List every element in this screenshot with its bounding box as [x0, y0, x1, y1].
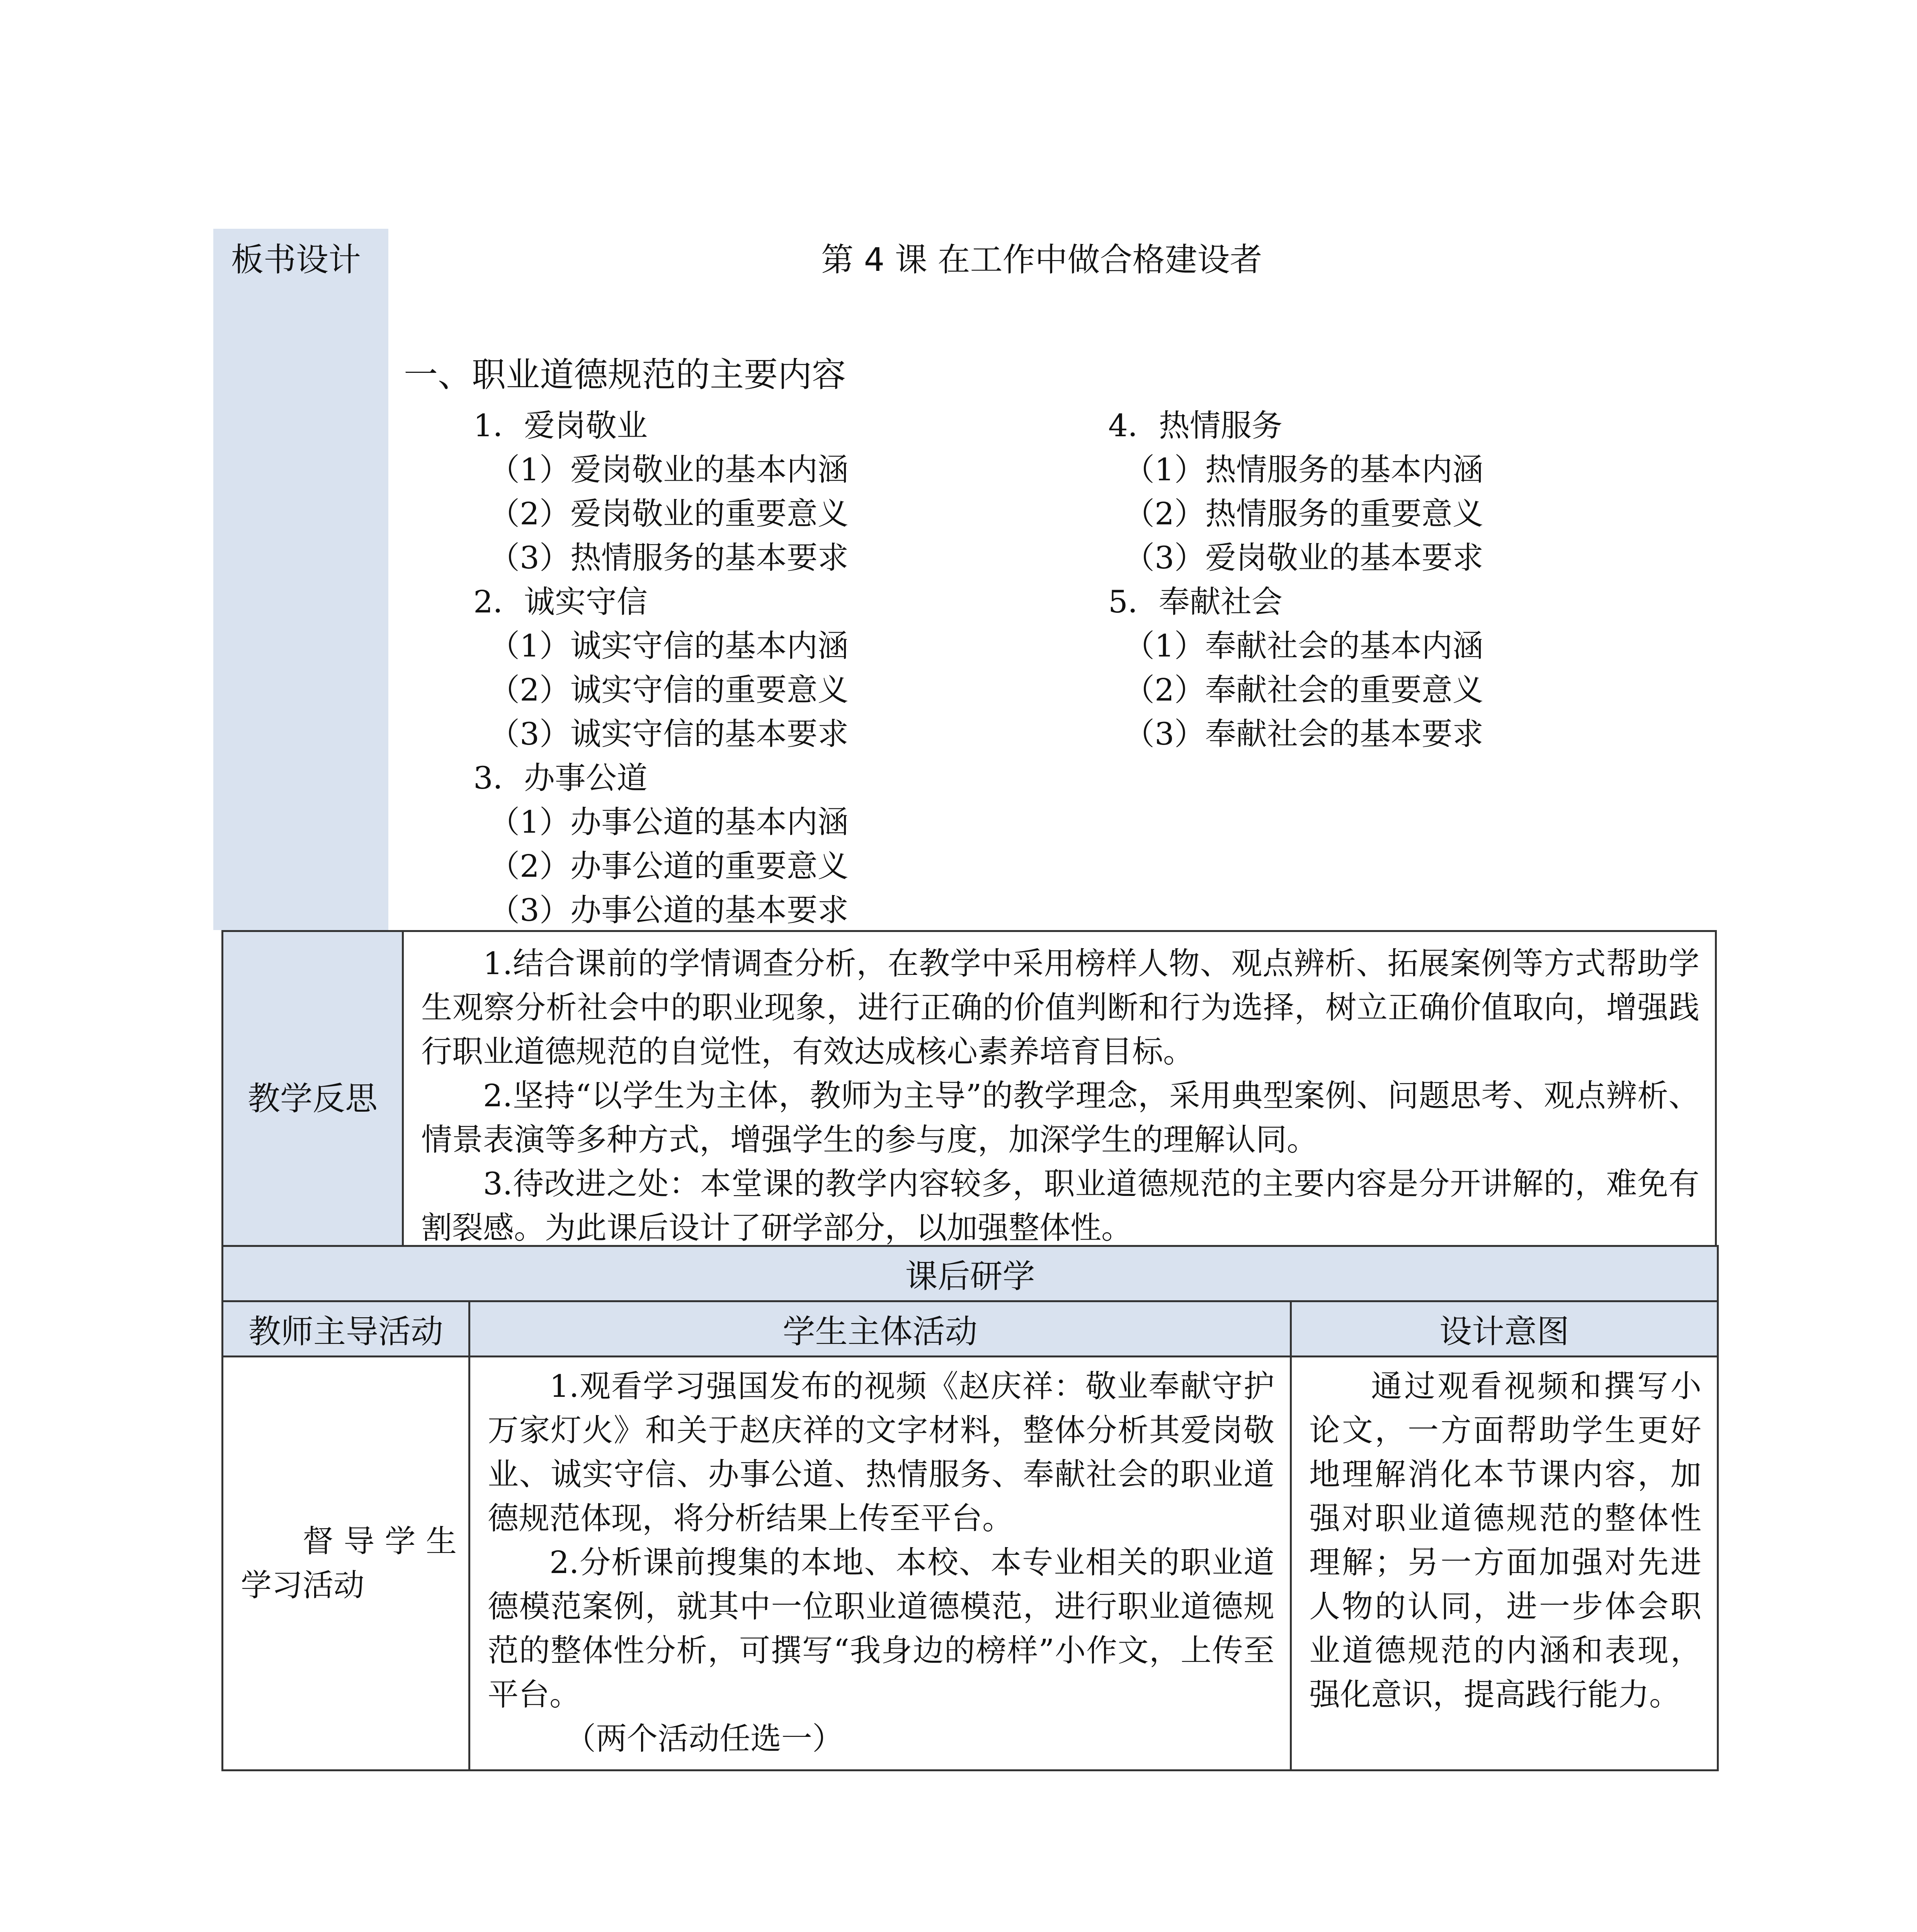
outline-item: （3）办事公道的基本要求	[489, 892, 849, 928]
student-activity-note: （两个活动任选一）	[565, 1721, 843, 1757]
outline-item: （3）奉献社会的基本要求	[1124, 716, 1483, 752]
outline-left-column	[473, 404, 849, 932]
outline-item: （3）诚实守信的基本要求	[489, 716, 849, 752]
outline-item: （3）热情服务的基本要求	[489, 540, 849, 576]
reflection-row	[223, 931, 1716, 1261]
research-header-row	[223, 1301, 1718, 1357]
outline-item: （1）办事公道的基本内涵	[489, 804, 849, 840]
outline-item: （2）奉献社会的重要意义	[1124, 672, 1483, 708]
reflection-paragraph: 1.结合课前的学情调查分析，在教学中采用榜样人物、观点辨析、拓展案例等方式帮助学生观察分析社会中的职业现象，进行正确的价值判断和行为选择，树立正确价值取向，增强践行职业道德规范的自觉性，有效达成核心素养培育目标。	[421, 946, 1699, 1070]
reflection-label: 教学反思	[223, 931, 403, 1261]
outline-item: （1）奉献社会的基本内涵	[1124, 628, 1483, 664]
outline-item: （3）爱岗敬业的基本要求	[1124, 540, 1483, 576]
outline-item: （1）热情服务的基本内涵	[1124, 452, 1483, 488]
outline-group	[1108, 580, 1483, 756]
outline-right-column	[1108, 404, 1483, 756]
teacher-activity-cell	[223, 1357, 469, 1770]
outline-heading: 3．办事公道	[473, 760, 648, 796]
research-title: 课后研学	[223, 1246, 1718, 1301]
outline-group	[1108, 404, 1483, 580]
research-body-row	[223, 1357, 1718, 1770]
student-activity-paragraph: 1.观看学习强国发布的视频《赵庆祥：敬业奉献守护万家灯火》和关于赵庆祥的文字材料，整体分析其爱岗敬业、诚实守信、办事公道、热情服务、奉献社会的职业道德规范体现，将分析结果上传至平台。	[488, 1368, 1274, 1536]
design-intent-cell	[1291, 1357, 1718, 1770]
outline-heading: 1．爱岗敬业	[473, 408, 648, 444]
research-table	[221, 1245, 1719, 1771]
outline-heading: 4．热情服务	[1108, 408, 1283, 444]
reflection-table	[221, 930, 1717, 1262]
outline-item: （2）办事公道的重要意义	[489, 848, 849, 884]
section-heading: 一、职业道德规范的主要内容	[404, 355, 846, 395]
outline-group	[473, 580, 849, 756]
outline-item: （2）热情服务的重要意义	[1124, 496, 1483, 532]
outline-item: （1）诚实守信的基本内涵	[489, 628, 849, 664]
outline-group	[473, 404, 849, 580]
reflection-paragraph: 2.坚持“以学生为主体，教师为主导”的教学理念，采用典型案例、问题思考、观点辨析、情景表演等多种方式，增强学生的参与度，加深学生的理解认同。	[421, 1078, 1699, 1158]
outline-item: （2）诚实守信的重要意义	[489, 672, 849, 708]
outline-item: （1）爱岗敬业的基本内涵	[489, 452, 849, 488]
board-label: 板书设计	[231, 241, 361, 279]
outline-group	[473, 756, 849, 932]
board-title: 第 4 课 在工作中做合格建设者	[821, 241, 1262, 279]
research-title-row	[223, 1246, 1718, 1301]
design-intent-text: 通过观看视频和撰写小论文，一方面帮助学生更好地理解消化本节课内容，加强对职业道德规范的整体性理解；另一方面加强对先进人物的认同，进一步体会职业道德规范的内涵和表现，强化意识，提高践行能力。	[1309, 1368, 1701, 1713]
outline-item: （2）爱岗敬业的重要意义	[489, 496, 849, 532]
teacher-activity-header: 教师主导活动	[223, 1301, 469, 1357]
outline-heading: 2．诚实守信	[473, 584, 648, 620]
student-activity-paragraph: 2.分析课前搜集的本地、本校、本专业相关的职业道德模范案例，就其中一位职业道德模范，进行职业道德规范的整体性分析，可撰写“我身边的榜样”小作文，上传至平台。	[488, 1544, 1274, 1713]
design-intent-header: 设计意图	[1291, 1301, 1718, 1357]
reflection-body	[403, 931, 1716, 1261]
student-activity-header: 学生主体活动	[469, 1301, 1291, 1357]
outline-heading: 5．奉献社会	[1108, 584, 1283, 620]
student-activity-cell	[469, 1357, 1291, 1770]
teacher-activity-text: 督导学生学习活动	[241, 1523, 457, 1603]
reflection-paragraph: 3.待改进之处：本堂课的教学内容较多，职业道德规范的主要内容是分开讲解的，难免有割裂感。为此课后设计了研学部分，以加强整体性。	[421, 1166, 1699, 1246]
board-label-cell	[213, 229, 388, 930]
